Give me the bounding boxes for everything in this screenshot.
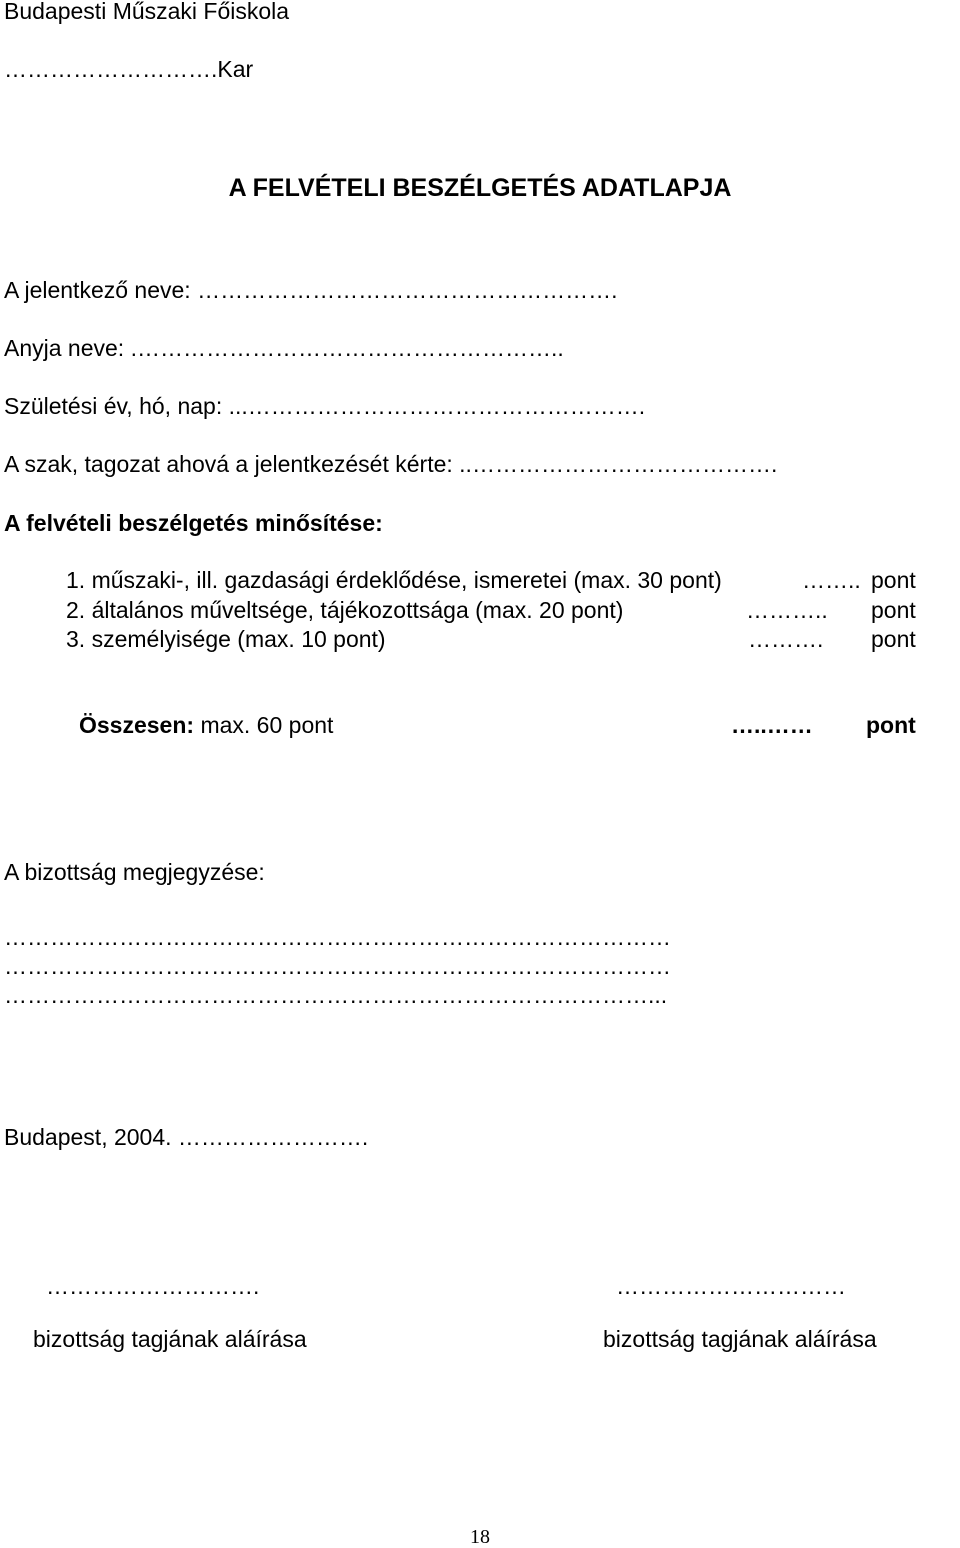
evaluation-item-blank: ………..: [746, 597, 828, 623]
page-number: 18: [470, 1526, 490, 1548]
place-date-text: Budapest, 2004.: [4, 1124, 172, 1150]
evaluation-item-text: 1. műszaki-, ill. gazdasági érdeklődése, ismeretei (max. 30 pont): [66, 567, 722, 593]
field-blank: ..………………………………….: [459, 451, 778, 477]
evaluation-heading: A felvételi beszélgetés minősítése:: [4, 510, 383, 536]
page-title: A FELVÉTELI BESZÉLGETÉS ADATLAPJA: [228, 174, 732, 202]
evaluation-item-unit: pont: [871, 597, 916, 623]
field-label: A jelentkező neve:: [4, 277, 191, 303]
total-blank: …..……: [731, 712, 813, 738]
date-blank: …………………….: [177, 1124, 369, 1150]
applicant-name-field: [4, 279, 617, 302]
evaluation-item-text: 2. általános műveltsége, tájékozottsága (max. 20 pont): [66, 597, 624, 623]
program-field: [4, 453, 777, 476]
evaluation-item-blank: ……..: [802, 567, 861, 593]
total-label-bold: Összesen:: [79, 712, 195, 738]
remarks-line: ……………………………………………………………………………: [4, 924, 671, 950]
signature-line: …………………………: [616, 1273, 846, 1299]
signature-caption: bizottság tagjának aláírása: [33, 1326, 307, 1352]
evaluation-item-unit: pont: [871, 626, 916, 652]
field-label: A szak, tagozat ahová a jelentkezését kérte:: [4, 451, 453, 477]
field-blank: ……………………………………………….: [197, 277, 618, 303]
birth-date-field: [4, 395, 645, 418]
evaluation-item-blank: ……….: [748, 626, 824, 652]
signature-line: ……………………….: [46, 1273, 260, 1299]
place-date: [4, 1126, 368, 1149]
total-label-rest: max. 60 pont: [194, 712, 334, 738]
remarks-label: A bizottság megjegyzése:: [4, 859, 265, 885]
evaluation-item-unit: pont: [871, 567, 916, 593]
total-label: [79, 714, 333, 737]
mother-name-field: [4, 337, 564, 360]
evaluation-item-text: 3. személyisége (max. 10 pont): [66, 626, 386, 652]
field-blank: ...…………………………………………….: [228, 393, 646, 419]
field-label: Születési év, hó, nap:: [4, 393, 223, 419]
remarks-line: ……………………………………………………………………………: [4, 953, 671, 979]
total-unit: pont: [866, 712, 916, 738]
signature-caption: bizottság tagjának aláírása: [603, 1326, 877, 1352]
field-label: Anyja neve:: [4, 335, 125, 361]
remarks-line: …………………………………………………………………………...: [4, 982, 668, 1008]
institution-name: Budapesti Műszaki Főiskola: [4, 0, 290, 24]
field-blank: .………………………………………………..: [130, 335, 564, 361]
faculty-line: ……………………….Kar: [4, 56, 254, 82]
